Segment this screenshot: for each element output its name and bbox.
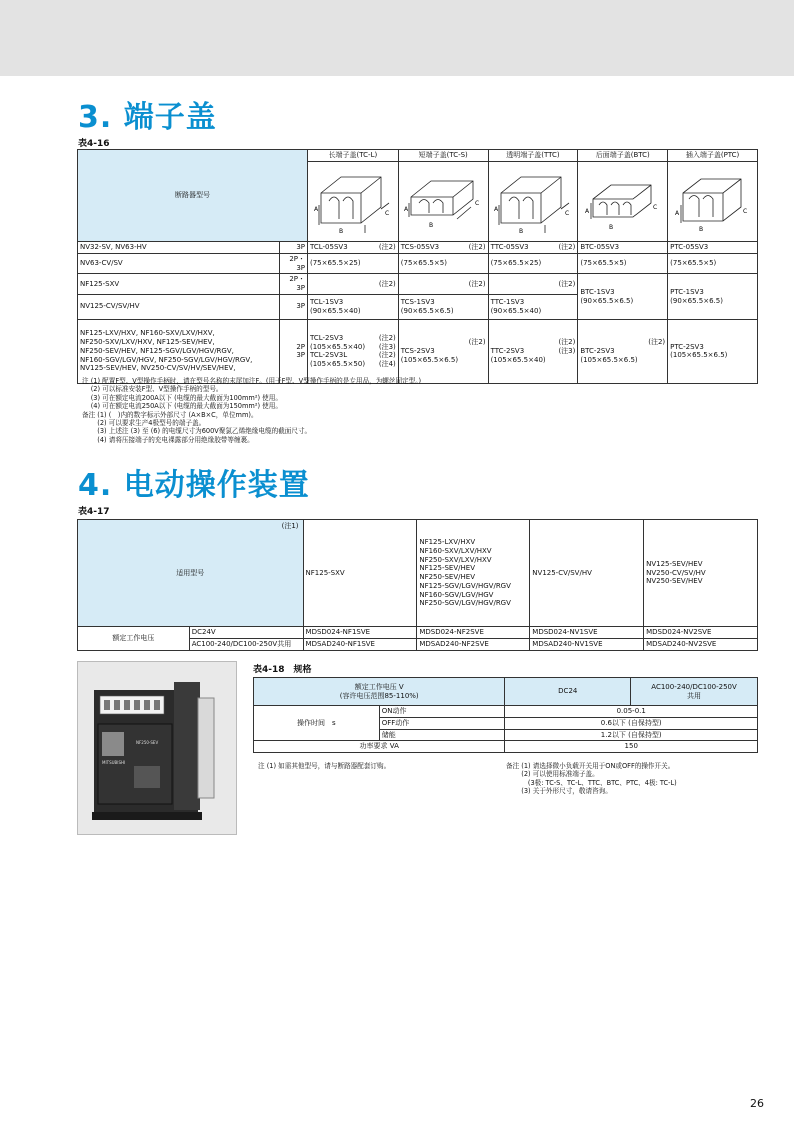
dim-c-label: C (564, 210, 570, 217)
header-ptc: 插入端子盖(PTC) (668, 150, 758, 162)
table-row (78, 274, 758, 295)
model-line: NF250-SEV/HEV (419, 573, 475, 581)
model-cell: NF125-SXV (78, 274, 280, 295)
note-line: (2) 可以标准安装F型、V型操作手柄的型号。 (82, 385, 223, 394)
part-no: MDSD024-NV2SVE (644, 627, 758, 639)
voltage-cell: DC24V (189, 627, 303, 639)
header-ttc: 透明端子盖(TTC) (488, 150, 578, 162)
dimension-text: (105×65.5×50) (310, 360, 366, 368)
dimension-text: (105×65.5×6.5) (670, 351, 728, 360)
spec-name: ON动作 (379, 706, 505, 718)
part-no: TCL-2SV3L (310, 351, 348, 360)
table-row (254, 678, 758, 706)
note-ref: (注2) (308, 274, 399, 295)
part-no: MDSD024-NF2SVE (417, 627, 530, 639)
part-no: TCL-05SV3 (310, 242, 348, 251)
note-line: (3极: TC-S、TC-L、TTC、BTC、PTC、4极: TC-L) (506, 778, 677, 787)
model-cell: NV125-CV/SV/HV (78, 294, 280, 319)
note-line: (4) 可在额定电流250A以下 (电缆的最大截面为150mm²) 使用。 (82, 402, 282, 411)
dim-c-label: C (742, 208, 747, 215)
poles-cell: 3P (279, 241, 307, 253)
spec-value: 0.6以下 (自保持型) (505, 717, 758, 729)
section-title-motor-operator: 4. 电动操作装置 (78, 468, 310, 503)
part-no: PTC-05SV3 (668, 241, 758, 253)
note-ref: (注2) (558, 242, 576, 251)
photo-model-text: NF250-SEV (136, 740, 159, 745)
ttc-diagram (488, 162, 578, 242)
part-no: TCL-1SV3 (310, 298, 344, 306)
table-label-4-16: 表4-16 (78, 139, 110, 149)
dimension-cell: (75×65.5×5) (398, 253, 488, 274)
dimension-text: (90×65.5×40) (490, 306, 542, 315)
dimension-text: (90×65.5×40) (310, 306, 361, 315)
part-no: TCS-2SV3 (400, 346, 435, 355)
dimension-cell: (75×65.5×25) (308, 253, 399, 274)
ac-header (631, 678, 758, 706)
table-label-4-18: 表4-18 规格 (253, 665, 312, 675)
model-line: NF250-SXV/LXV/HXV, NF125-SEV/HEV, (80, 338, 215, 347)
note-line: (3) 上述注 (3) 至 (6) 的电缆尺寸为600V聚氯乙烯绝缘电缆的截面尺寸。 (82, 427, 312, 436)
model-line: NF250-SXV/LXV/HXV (419, 555, 492, 564)
note-ref: (注2) (558, 338, 576, 347)
model-col-2 (417, 520, 530, 627)
table-row (254, 706, 758, 718)
note-ref: (注3) (378, 342, 396, 351)
part-no: BTC-2SV3 (580, 346, 615, 355)
voltage-label: 额定工作电压 V (354, 682, 404, 691)
note-line: (3) 关于外形尺寸，敬请咨询。 (506, 787, 612, 796)
dimension-text: (90×65.5×6.5) (670, 296, 723, 305)
section-title-terminal-cover: 3. 端子盖 (78, 100, 217, 135)
operation-time-label: 操作时间 s (254, 706, 380, 741)
ptc-diagram (668, 162, 758, 242)
table-row (78, 253, 758, 274)
model-cell: NV63-CV/SV (78, 253, 280, 274)
dim-a-label: A (404, 206, 409, 213)
part-no: MDSD024-NV1SVE (530, 627, 644, 639)
power-label: 功率要求 VA (254, 741, 505, 753)
dimension-text: (105×65.5×40) (490, 355, 546, 364)
part-no: MDSAD240-NF1SVE (303, 638, 417, 650)
note-line: (4) 请将压接端子的充电裸露部分用绝缘胶带等缠裹。 (82, 435, 254, 444)
note-line: 注 (1) 如需其他型号，请与断路器配套订购。 (258, 762, 391, 770)
spec-table (253, 677, 758, 753)
model-line: NV250-CV/SV/HV (646, 568, 706, 577)
tcs-cover-drawing (401, 163, 485, 237)
note-ref: (注1) (281, 522, 299, 530)
pole-2p: 2P (296, 342, 305, 351)
poles-cell: 2P・3P (279, 274, 307, 295)
note-line: (3) 可在额定电流200A以下 (电缆的最大截面为100mm²) 使用。 (82, 393, 282, 402)
part-no: TTC-1SV3 (490, 298, 525, 306)
note-ref: (注2) (648, 338, 666, 347)
dim-c-label: C (384, 210, 390, 217)
part-no: BTC-1SV3 (580, 287, 615, 296)
note-ref: (注4) (378, 360, 396, 368)
dimension-cell: (75×65.5×5) (578, 253, 668, 274)
pole-3p: 3P (296, 351, 305, 360)
dc-header: DC24 (505, 678, 631, 706)
power-value: 150 (505, 741, 758, 753)
note-ref: (注2) (468, 242, 486, 251)
dim-b-label: B (338, 228, 344, 235)
model-cell (78, 319, 280, 383)
dim-a-label: A (313, 206, 318, 213)
photo-brand-text: MITSUBISHI (102, 760, 126, 765)
voltage-spec-header (254, 678, 505, 706)
dimension-text: (105×65.5×6.5) (400, 355, 459, 364)
part-no: TTC-2SV3 (490, 346, 525, 355)
part-no: BTC-05SV3 (578, 241, 668, 253)
note-ref: (注2) (378, 351, 396, 360)
tcl-diagram (308, 162, 399, 242)
header-btc: 后面端子盖(BTC) (578, 150, 668, 162)
dim-b-label: B (608, 224, 613, 231)
part-no: MDSAD240-NV2SVE (644, 638, 758, 650)
header-tcs: 短端子盖(TC-S) (398, 150, 488, 162)
note-line: 备注 (1) ( )内的数字标示外部尺寸 (A×B×C，单位mm)。 (82, 410, 258, 419)
spec-name: OFF动作 (379, 717, 505, 729)
dim-c-label: C (475, 200, 480, 207)
table-row (254, 741, 758, 753)
model-line: NF125-SEV/HEV (419, 564, 475, 573)
part-no: MDSAD240-NV1SVE (530, 638, 644, 650)
dimension-text: (90×65.5×6.5) (580, 296, 634, 305)
spec-value: 1.2以下 (自保持型) (505, 729, 758, 741)
model-line: NF125-LXV/HXV (419, 538, 476, 546)
table-row (78, 319, 758, 383)
ptc-cover-drawing (671, 163, 755, 237)
model-line: NV250-SEV/HEV (646, 577, 703, 586)
model-line: NF250-SGV/LGV/HGV/RGV (419, 599, 511, 608)
btc-cover-drawing (581, 163, 665, 237)
poles-cell (279, 319, 307, 383)
tcs-diagram (398, 162, 488, 242)
btc-diagram (578, 162, 668, 242)
dim-a-label: A (493, 206, 499, 213)
model-line: NF250-SEV/HEV, NF125-SGV/LGV/HGV/RGV, (80, 346, 234, 355)
applicable-model-header (78, 520, 304, 627)
spec-name: 储能 (379, 729, 505, 741)
model-col-1: NF125-SXV (303, 520, 417, 627)
part-no: TCS-05SV3 (400, 242, 440, 251)
note-ref: (注2) (468, 338, 486, 347)
note-ref: (注3) (558, 346, 576, 355)
dimension-text: (105×65.5×40) (310, 342, 366, 351)
terminal-cover-table (77, 149, 758, 384)
spec-value: 0.05-0.1 (505, 706, 758, 718)
motor-operator-photo (77, 661, 237, 835)
note-line: 注 (1) 配置F型、V型操作手柄时，请在型号名称的末尾加注F。(用于F型、V型操作手柄的是专用品，为螺丝固定型。) (82, 377, 422, 385)
range-label: (容许电压范围85-110%) (339, 691, 419, 700)
poles-cell: 3P (279, 294, 307, 319)
ac-header-line: 共用 (687, 691, 702, 700)
dim-c-label: C (652, 204, 657, 211)
note-ref: (注2) (398, 274, 488, 295)
part-no: TCS-1SV3 (400, 298, 435, 306)
ac-header-line: AC100-240/DC100-250V (651, 682, 737, 691)
dimension-text: (105×65.5×6.5) (580, 355, 638, 364)
model-line: NF125-LXV/HXV, NF160-SXV/LXV/HXV, (80, 329, 215, 338)
dim-a-label: A (584, 208, 589, 215)
part-no: PTC-1SV3 (670, 287, 704, 296)
ttc-cover-drawing (491, 163, 575, 237)
part-no: TTC-05SV3 (490, 242, 529, 251)
part-no: MDSAD240-NF2SVE (417, 638, 530, 650)
header-tcl: 长端子盖(TC-L) (308, 150, 399, 162)
model-col-3: NV125-CV/SV/HV (530, 520, 644, 627)
dimension-text: (90×65.5×6.5) (400, 306, 454, 315)
table-row (78, 241, 758, 253)
page-number: 26 (750, 1097, 764, 1110)
note-ref: (注2) (488, 274, 578, 295)
model-col-4 (644, 520, 758, 627)
part-no: PTC-2SV3 (670, 342, 704, 351)
dimension-cell: (75×65.5×5) (668, 253, 758, 274)
tcl-cover-drawing (311, 163, 395, 237)
model-line: NV125-SEV/HEV (646, 559, 703, 568)
dim-b-label: B (518, 228, 524, 235)
model-line: NF160-SGV/LGV/HGV (419, 590, 494, 599)
dim-b-label: B (698, 226, 703, 233)
part-no: TCL-2SV3 (310, 333, 344, 342)
note-line: (2) 可以使用标准端子盖。 (506, 770, 599, 779)
model-header-label: 适用型号 (176, 568, 205, 577)
table-418-notes-right (506, 762, 677, 796)
motor-operator-table (77, 519, 758, 651)
voltage-header: 额定工作电压 (78, 627, 190, 651)
dimension-cell: (75×65.5×25) (488, 253, 578, 274)
poles-cell: 2P・3P (279, 253, 307, 274)
product-illustration (78, 662, 236, 834)
table-row (78, 627, 758, 639)
part-no: MDSD024-NF1SVE (303, 627, 417, 639)
model-line: NF125-SGV/LGV/HGV/RGV (419, 581, 511, 590)
breaker-model-header: 断路器型号 (78, 150, 308, 242)
model-cell: NV32-SV, NV63-HV (78, 241, 280, 253)
model-line: NV125-SEV/HEV, NV250-CV/SV/HV/SEV/HEV, (80, 364, 236, 373)
table-label-4-17: 表4-17 (78, 507, 110, 517)
table-418-notes-left (258, 762, 390, 770)
model-line: NF160-SXV/LXV/HXV (419, 546, 492, 555)
dim-b-label: B (429, 222, 434, 229)
note-line: 备注 (1) 请选择微小负载开关用于ON或OFF的操作开关。 (506, 762, 675, 770)
top-band (0, 0, 794, 76)
dim-a-label: A (674, 210, 679, 217)
table-416-notes (82, 377, 421, 444)
note-ref: (注2) (378, 333, 396, 342)
voltage-cell: AC100-240/DC100-250V共用 (189, 638, 303, 650)
model-line: NF160-SGV/LGV/HGV, NF250-SGV/LGV/HGV/RGV, (80, 355, 253, 364)
note-ref: (注2) (378, 242, 396, 251)
note-line: (2) 可以要求生产4极型号的端子盖。 (82, 419, 206, 428)
